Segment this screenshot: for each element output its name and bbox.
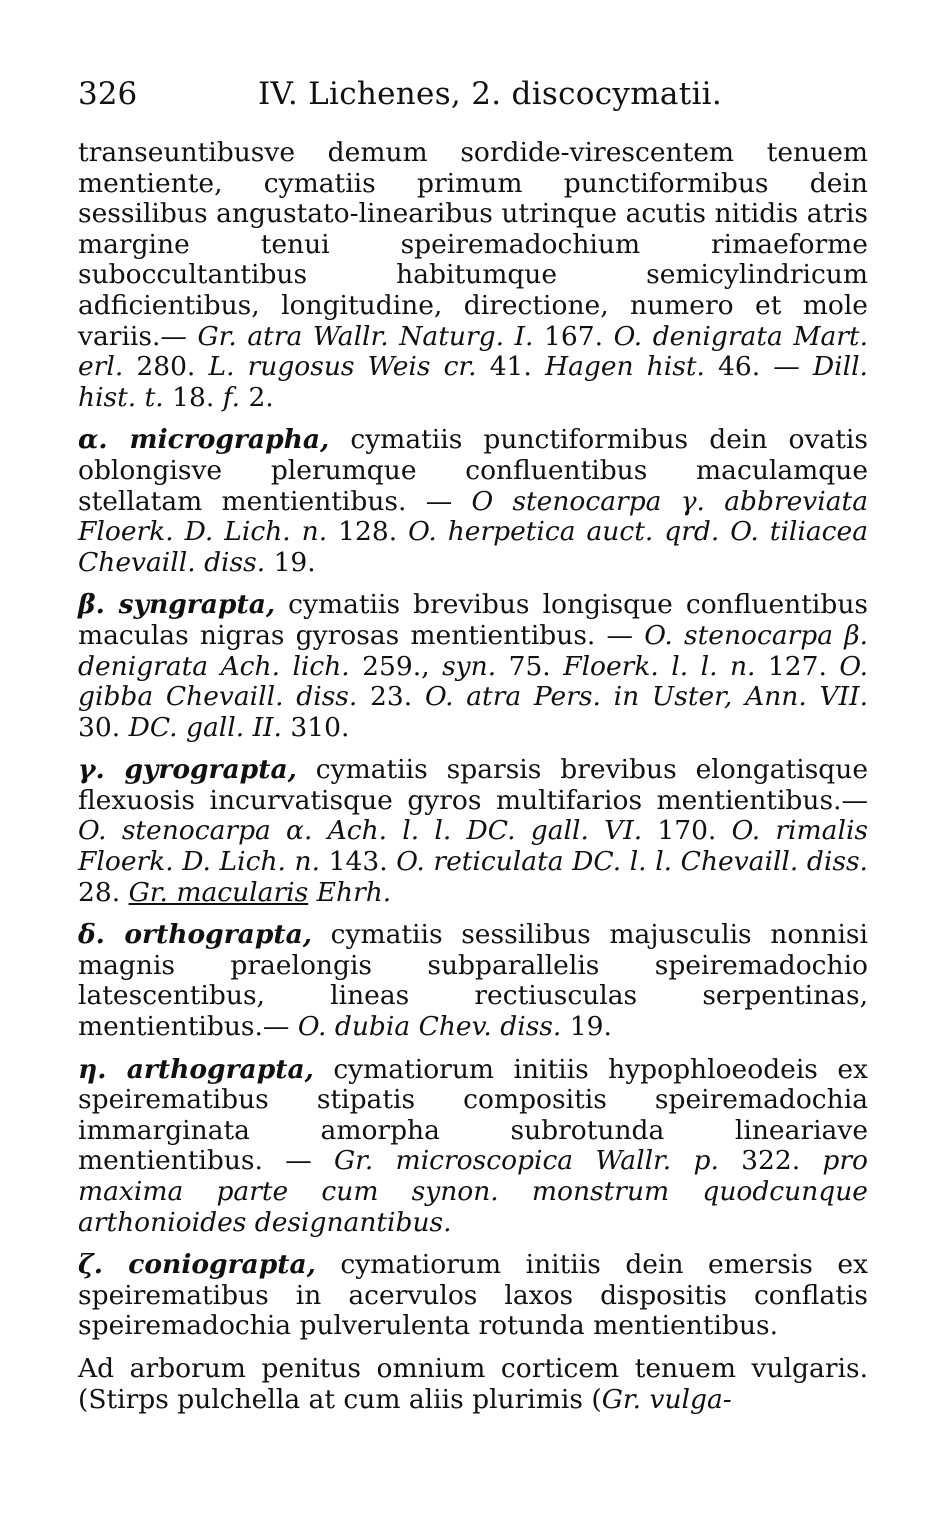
running-title: IV. Lichenes, 2. discocymatii. bbox=[258, 76, 723, 112]
variety-name: δ. orthograpta, bbox=[78, 919, 312, 951]
text-run: 30. bbox=[78, 711, 129, 743]
variety-name: α. micrographa, bbox=[78, 424, 330, 456]
text-run: transeuntibusve demum sordide-virescentem tenuem mentiente, cymatiis primum punctiformibus dein sessilibus angustato-linearibus utrinque acutis nitidis atris margine tenui speiremadochium rimaeforme suboccultantibus habitumque semicylindricum adficientibus, longitudine, directione, numero et mole variis.— bbox=[78, 137, 868, 352]
text-run: 128. bbox=[327, 516, 409, 548]
citation: O. stenocarpa β. denigrata Ach. lich. bbox=[78, 619, 869, 682]
paragraph-gamma bbox=[78, 755, 868, 908]
citation: Gr. vulga- bbox=[601, 1383, 732, 1415]
paragraph-eta bbox=[78, 1055, 868, 1239]
text-run: 46. — bbox=[704, 351, 813, 383]
text-run: 310. bbox=[281, 711, 350, 743]
text-run: 41. bbox=[476, 351, 545, 383]
variety-name: η. arthograpta, bbox=[78, 1053, 314, 1085]
citation: O. denigrata Mart. erl. bbox=[78, 320, 868, 383]
citation: pro maxima parte cum synon. monstrum quodcunque arthonioides designantibus. bbox=[78, 1145, 868, 1238]
citation: O. reticulata DC. l. l. Chevaill. diss. bbox=[396, 846, 868, 878]
citation: O. atra Pers. in Uster, Ann. VII. bbox=[424, 681, 868, 713]
text-run: 143. bbox=[320, 846, 397, 878]
paragraph-zeta bbox=[78, 1250, 868, 1342]
citation: O. gibba Chevaill. diss. bbox=[78, 650, 868, 713]
text-run: cymatiis brevibus longisque confluentibus maculas nigras gyrosas mentientibus. — bbox=[78, 589, 868, 651]
citation: DC. gall. II. bbox=[128, 711, 282, 743]
paragraph-delta bbox=[78, 920, 868, 1042]
citation: Hagen hist. bbox=[544, 351, 705, 383]
text-run: cymatiorum initiis hypophloeodeis ex speirematibus stipatis compositis speiremadochia immarginata amorpha subrotunda lineariave mentientibus. — bbox=[78, 1053, 868, 1177]
citation: syn. bbox=[442, 650, 497, 682]
text-run: 75. bbox=[496, 650, 564, 682]
page-body bbox=[78, 138, 868, 1427]
text-run: 170. bbox=[642, 815, 732, 847]
paragraph-habitat bbox=[78, 1354, 868, 1415]
page-header bbox=[78, 72, 868, 116]
paragraph-alpha bbox=[78, 425, 868, 578]
text-run: cymatiis punctiformibus dein ovatis oblongisve plerumque confluentibus maculamque stellatam mentientibus. — bbox=[78, 424, 869, 517]
paragraph-intro bbox=[78, 138, 868, 413]
citation: Ehrh. bbox=[316, 876, 392, 908]
text-run: 28. bbox=[78, 876, 129, 908]
text-run: 259., bbox=[349, 650, 443, 682]
citation: Gr. atra Wallr. Naturg. I. bbox=[197, 320, 534, 352]
text-run: 280. bbox=[123, 351, 209, 383]
citation: Floerk. l. l. n. bbox=[563, 650, 756, 682]
text-run: 322. bbox=[718, 1145, 823, 1177]
citation: O. dubia Chev. diss. bbox=[297, 1011, 562, 1043]
variety-name: ζ. coniograpta, bbox=[78, 1249, 316, 1281]
citation: f. bbox=[222, 381, 241, 413]
text-run: Ad arborum penitus omnium corticem tenuem vulgaris. (Stirps pulchella at cum aliis plurimis ( bbox=[78, 1352, 868, 1415]
citation: L. rugosus Weis cr. bbox=[208, 351, 477, 383]
citation: O. stenocarpa α. Ach. l. l. DC. gall. VI. bbox=[78, 815, 643, 847]
text-run: 19. bbox=[265, 546, 316, 578]
text-run bbox=[308, 877, 316, 908]
citation: O stenocarpa γ. abbreviata Floerk. D. Lich. n. bbox=[78, 485, 868, 548]
citation: Gr. microscopica Wallr. p. bbox=[333, 1145, 719, 1177]
text-run: 127. bbox=[755, 650, 840, 682]
citation: O. rimalis Floerk. D. Lich. n. bbox=[78, 815, 869, 878]
variety-name: γ. gyrograpta, bbox=[78, 754, 297, 786]
citation: Dill. hist. t. bbox=[78, 351, 868, 413]
paragraph-beta bbox=[78, 590, 868, 743]
text-run: 2. bbox=[240, 381, 274, 413]
text-run: cymatiis sessilibus majusculis nonnisi magnis praelongis subparallelis speiremadochio latescentibus, lineas rectiusculas serpentinas, mentientibus.— bbox=[78, 919, 868, 1043]
text-run: cymatiorum initiis dein emersis ex speirematibus in acervulos laxos dispositis conflatis speiremadochia pulverulenta rotunda mentientibus. bbox=[78, 1249, 869, 1342]
text-run: 167. bbox=[533, 320, 614, 352]
text-run: 18. bbox=[163, 381, 223, 413]
variety-name: β. syngrapta, bbox=[78, 589, 276, 621]
text-run: 19. bbox=[561, 1011, 612, 1043]
page-number: 326 bbox=[78, 76, 138, 112]
text-run: 23. bbox=[357, 681, 425, 713]
citation: O. herpetica auct. qrd. O. tiliacea Chevaill. diss. bbox=[78, 516, 869, 578]
text-run: cymatiis sparsis brevibus elongatisque flexuosis incurvatisque gyros multifarios mentientibus.— bbox=[78, 754, 869, 816]
citation: Gr. macularis bbox=[128, 876, 309, 908]
